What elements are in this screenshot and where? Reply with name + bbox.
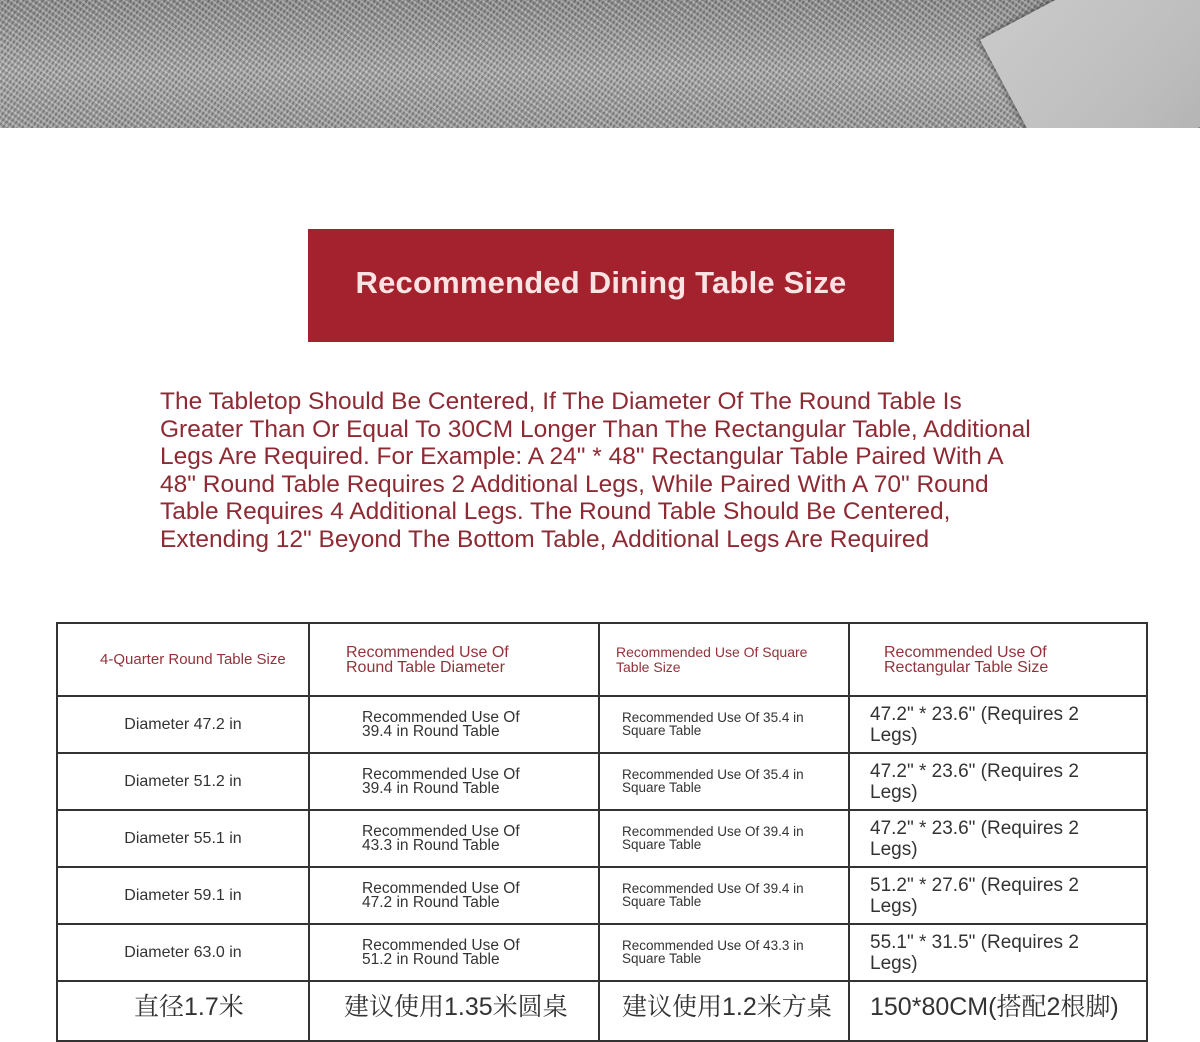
cell-text: 150*80CM(搭配2根脚) (870, 993, 1119, 1021)
table-row (57, 810, 1147, 867)
cell-round-table-partial (309, 981, 599, 1041)
cell-square-table: Recommended Use Of 43.3 in Square Table (599, 924, 849, 981)
cell-rectangular-table: 51.2" * 27.6" (Requires 2 Legs) (849, 867, 1147, 924)
cell-rectangular-table-partial (849, 981, 1147, 1041)
table-row (57, 753, 1147, 810)
cell-round-table: Recommended Use Of 47.2 in Round Table (309, 867, 599, 924)
cell-rectangular-table: 47.2" * 23.6" (Requires 2 Legs) (849, 696, 1147, 753)
size-description: The Tabletop Should Be Centered, If The Diameter Of The Round Table Is Greater Than Or Equal To 30CM Longer Than The Rectangular Table, Additional Legs Are Required. For Example: A 24" * 48" Rectangular Table Paired With A 48" Round Table Requires 2 Additional Legs, While Paired With A 70" Round Table Requires 4 Additional Legs. The Round Table Should Be Centered, Extending 12" Beyond The Bottom Table, Additional Legs Are Required (160, 388, 1031, 553)
header-rectangular-table-size: Recommended Use Of Rectangular Table Size (849, 623, 1147, 696)
cell-rectangular-table: 47.2" * 23.6" (Requires 2 Legs) (849, 810, 1147, 867)
cell-diameter: Diameter 63.0 in (57, 924, 309, 981)
title-banner (308, 229, 894, 342)
table-row-partial (57, 981, 1147, 1041)
cell-diameter: Diameter 51.2 in (57, 753, 309, 810)
cell-round-table: Recommended Use Of 43.3 in Round Table (309, 810, 599, 867)
cell-square-table: Recommended Use Of 35.4 in Square Table (599, 696, 849, 753)
cell-rectangular-table: 55.1" * 31.5" (Requires 2 Legs) (849, 924, 1147, 981)
cell-square-table-partial (599, 981, 849, 1041)
cell-diameter-partial (57, 981, 309, 1041)
table-row (57, 924, 1147, 981)
cell-text: 建议使用1.2米方桌 (622, 993, 832, 1021)
cell-round-table: Recommended Use Of 39.4 in Round Table (309, 696, 599, 753)
cell-diameter: Diameter 55.1 in (57, 810, 309, 867)
cell-rectangular-table: 47.2" * 23.6" (Requires 2 Legs) (849, 753, 1147, 810)
cell-diameter: Diameter 59.1 in (57, 867, 309, 924)
cell-square-table: Recommended Use Of 39.4 in Square Table (599, 867, 849, 924)
cell-round-table: Recommended Use Of 51.2 in Round Table (309, 924, 599, 981)
cell-round-table: Recommended Use Of 39.4 in Round Table (309, 753, 599, 810)
cell-text: 直径1.7米 (134, 993, 244, 1021)
header-round-table-diameter: Recommended Use Of Round Table Diameter (309, 623, 599, 696)
page-title: Recommended Dining Table Size (355, 264, 847, 300)
cell-diameter: Diameter 47.2 in (57, 696, 309, 753)
cell-text: 建议使用1.35米圆桌 (344, 993, 568, 1021)
table-row (57, 867, 1147, 924)
header-quarter-round-size: 4-Quarter Round Table Size (57, 623, 309, 696)
fabric-fold-corner (980, 0, 1200, 128)
header-square-table-size: Recommended Use Of Square Table Size (599, 623, 849, 696)
fabric-texture-image (0, 0, 1200, 128)
size-table (56, 622, 1148, 1042)
cell-square-table: Recommended Use Of 35.4 in Square Table (599, 753, 849, 810)
table-row (57, 696, 1147, 753)
cell-square-table: Recommended Use Of 39.4 in Square Table (599, 810, 849, 867)
table-header-row (57, 623, 1147, 696)
